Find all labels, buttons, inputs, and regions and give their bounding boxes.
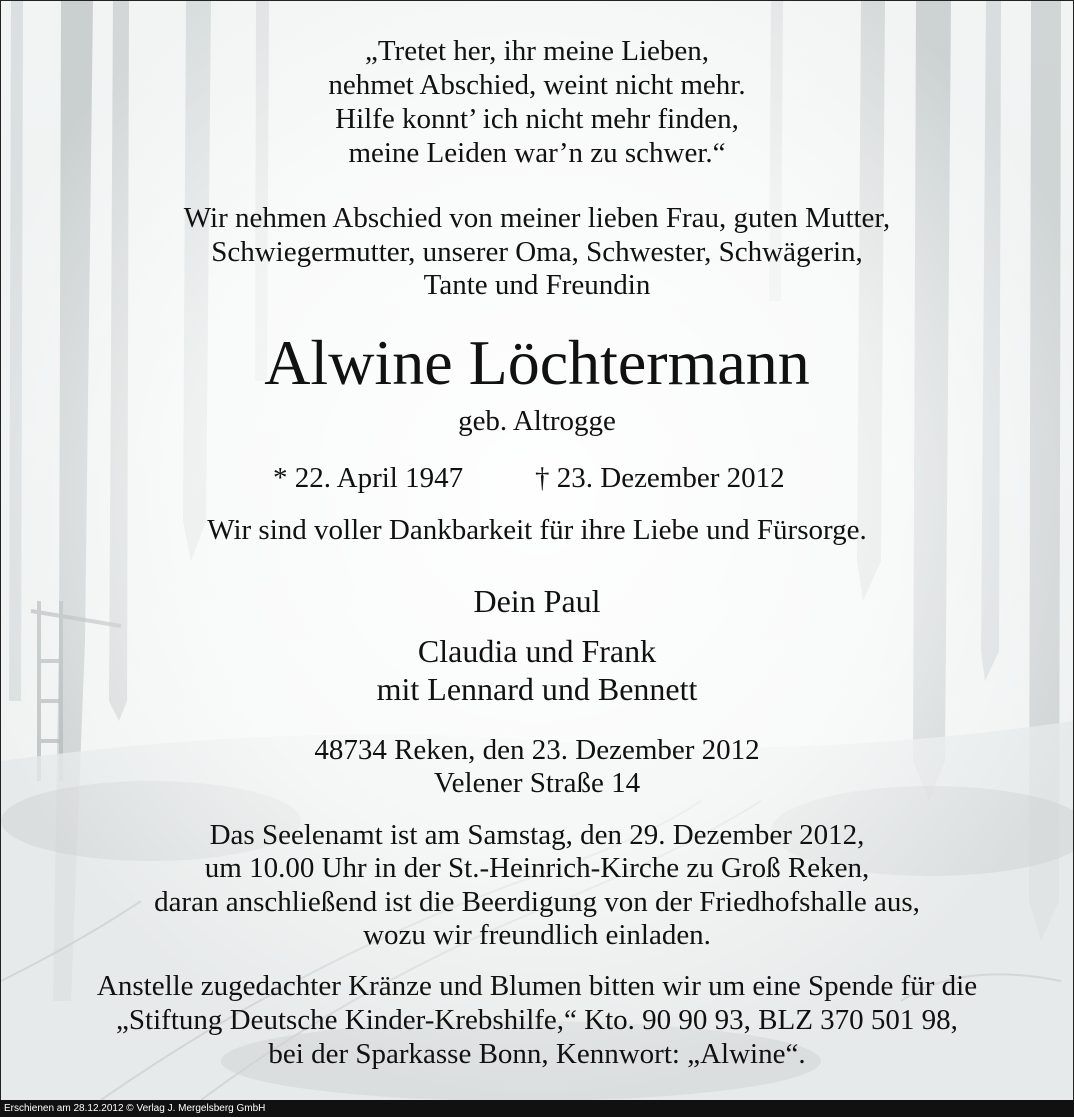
family-line-3: mit Lennard und Bennett: [376, 671, 698, 707]
poem-line-4: meine Leiden war’n zu schwer.“: [348, 137, 726, 169]
maiden-name: geb. Altrogge: [458, 405, 616, 437]
address-line-2: Velener Straße 14: [433, 767, 641, 799]
deceased-name: Alwine Löchtermann: [264, 327, 810, 398]
intro-line-3: Tante und Freundin: [423, 269, 651, 301]
poem-line-2: nehmet Abschied, weint nicht mehr.: [328, 69, 746, 101]
life-dates: [1, 461, 1073, 495]
intro-line-1: Wir nehmen Abschied von meiner lieben Frau, guten Mutter,: [183, 202, 891, 234]
birth-date: * 22. April 1947: [273, 462, 464, 494]
gratitude-line: Wir sind voller Dankbarkeit für ihre Liebe und Fürsorge.: [207, 514, 867, 546]
obituary-text: [1, 1, 1073, 1100]
service-line-1: Das Seelenamt ist am Samstag, den 29. Dezember 2012,: [209, 819, 865, 851]
poem-line-3: Hilfe konnt’ ich nicht mehr finden,: [335, 103, 739, 135]
death-date: † 23. Dezember 2012: [535, 462, 785, 494]
address-line-1: 48734 Reken, den 23. Dezember 2012: [314, 734, 760, 766]
family-line-2: Claudia und Frank: [417, 633, 657, 669]
donation-line-3: bei der Sparkasse Bonn, Kennwort: „Alwine“.: [268, 1038, 806, 1070]
poem-line-1: „Tretet her, ihr meine Lieben,: [364, 35, 710, 67]
donation-line-1: Anstelle zugedachter Kränze und Blumen bitten wir um eine Spende für die: [96, 970, 978, 1002]
service-line-4: wozu wir freundlich einladen.: [363, 919, 711, 951]
intro-line-2: Schwiegermutter, unserer Oma, Schwester, Schwägerin,: [211, 236, 863, 268]
family-line-1: Dein Paul: [473, 583, 601, 619]
service-line-2: um 10.00 Uhr in der St.-Heinrich-Kirche zu Groß Reken,: [204, 852, 870, 884]
service-line-3: daran anschließend ist die Beerdigung von der Friedhofshalle aus,: [154, 886, 920, 918]
donation-line-2: „Stiftung Deutsche Kinder-Krebshilfe,“ Kto. 90 90 93, BLZ 370 501 98,: [116, 1004, 958, 1036]
publication-footer: Erschienen am 28.12.2012 © Verlag J. Mergelsberg GmbH: [0, 1100, 1074, 1117]
